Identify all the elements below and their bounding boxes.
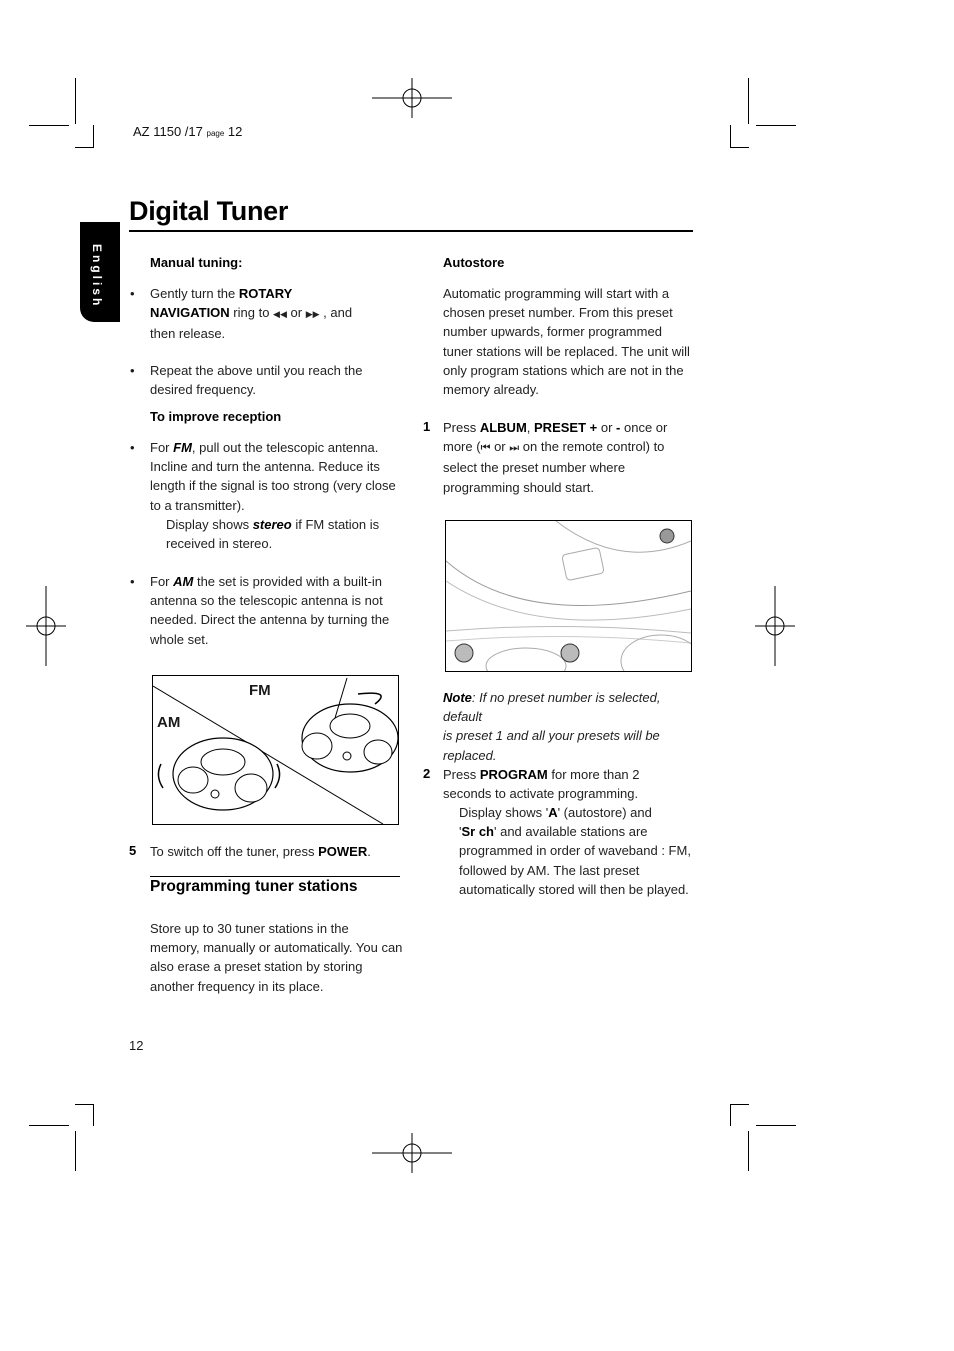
step-2-text: Press PROGRAM for more than 2 seconds to activate programming. [443,767,640,802]
crop-mark [75,78,76,124]
step-5-number: 5 [129,843,137,858]
crop-mark [730,125,731,147]
store-paragraph: Store up to 30 tuner stations in the memory, manually or automatically. You can also erase a preset station by storing another frequency in its place. [150,921,403,994]
manual-tuning-heading: Manual tuning: [150,255,243,270]
page-number: 12 [129,1038,144,1053]
model-page-header [133,124,242,139]
step-2-display-text: Display shows 'A' (autostore) and 'Sr ch' and available stations are programmed in order of waveband : FM, followed by AM. The last preset automatically stored will then be played. [459,805,691,897]
manual-bullet-2: Repeat the above until you reach the desired frequency. [150,363,363,398]
registration-mark-left [26,586,66,666]
page-word: page [206,129,225,138]
skip-next-icon: ⏭ [509,442,520,455]
fm-bullet: For FM, pull out the telescopic antenna. Incline and turn the antenna. Reduce its length if the signal is too strong (very close to a transmitter). [150,440,396,513]
autostore-heading: Autostore [443,255,505,270]
control-panel-illustration [445,520,692,672]
crop-mark [756,125,796,126]
header-page-number: 12 [227,124,243,139]
crop-mark [29,125,69,126]
bullet-dot: • [130,574,135,589]
step-2-number: 2 [423,766,431,781]
crop-mark [730,1104,749,1105]
crop-mark [75,147,94,148]
crop-mark [748,78,749,124]
step-1-text: Press ALBUM, PRESET + or - once or more (⏮ or ⏭ on the remote control) to select the preset number where programming should start. [443,420,668,495]
bullet-dot: • [130,363,135,378]
note-paragraph: Note: If no preset number is selected, default is preset 1 and all your presets will be replaced. [443,690,661,763]
registration-mark-top [372,78,452,118]
fm-label: FM [249,682,271,699]
crop-mark [93,125,94,147]
skip-previous-icon: ⏮ [480,442,491,455]
antenna-drawing [153,676,398,824]
antenna-illustration [152,675,399,825]
crop-mark [748,1131,749,1171]
step-5-text: To switch off the tuner, press POWER. [150,844,371,859]
crop-mark [75,1131,76,1171]
rewind-icon: ◀◀ [273,309,287,320]
model-code: AZ 1150 /17 [133,124,203,139]
programming-heading: Programming tuner stations [150,878,358,895]
improve-reception-heading: To improve reception [150,409,282,424]
fast-forward-icon: ▶▶ [305,309,320,320]
page-title: Digital Tuner [129,196,289,226]
section-rule [150,876,400,877]
stereo-display-note: Display shows stereo if FM station is received in stereo. [166,517,380,552]
title-rule [129,230,693,232]
bullet-dot: • [130,440,135,455]
autostore-paragraph: Automatic programming will start with a chosen preset number. From this preset number upwards, former programmed tuner stations will be replaced. The unit will only program stations which are not in the memory already. [443,286,690,398]
crop-mark [730,147,749,148]
registration-mark-right [755,586,795,666]
manual-bullet-1: Gently turn the ROTARY NAVIGATION ring to ◀◀ or ▶▶ , and then release. [150,286,353,342]
crop-mark [29,1125,69,1126]
crop-mark [75,1104,94,1105]
am-bullet: For AM the set is provided with a built-in antenna so the telescopic antenna is not needed. Direct the antenna by turning the whole set. [150,574,390,647]
crop-mark [730,1104,731,1126]
crop-mark [756,1125,796,1126]
language-tab-label: English [90,244,104,309]
step-1-number: 1 [423,419,431,434]
am-label: AM [157,714,181,731]
control-panel-drawing [446,521,691,671]
language-tab [80,222,120,322]
registration-mark-bottom [372,1133,452,1173]
crop-mark [93,1104,94,1126]
bullet-dot: • [130,286,135,301]
